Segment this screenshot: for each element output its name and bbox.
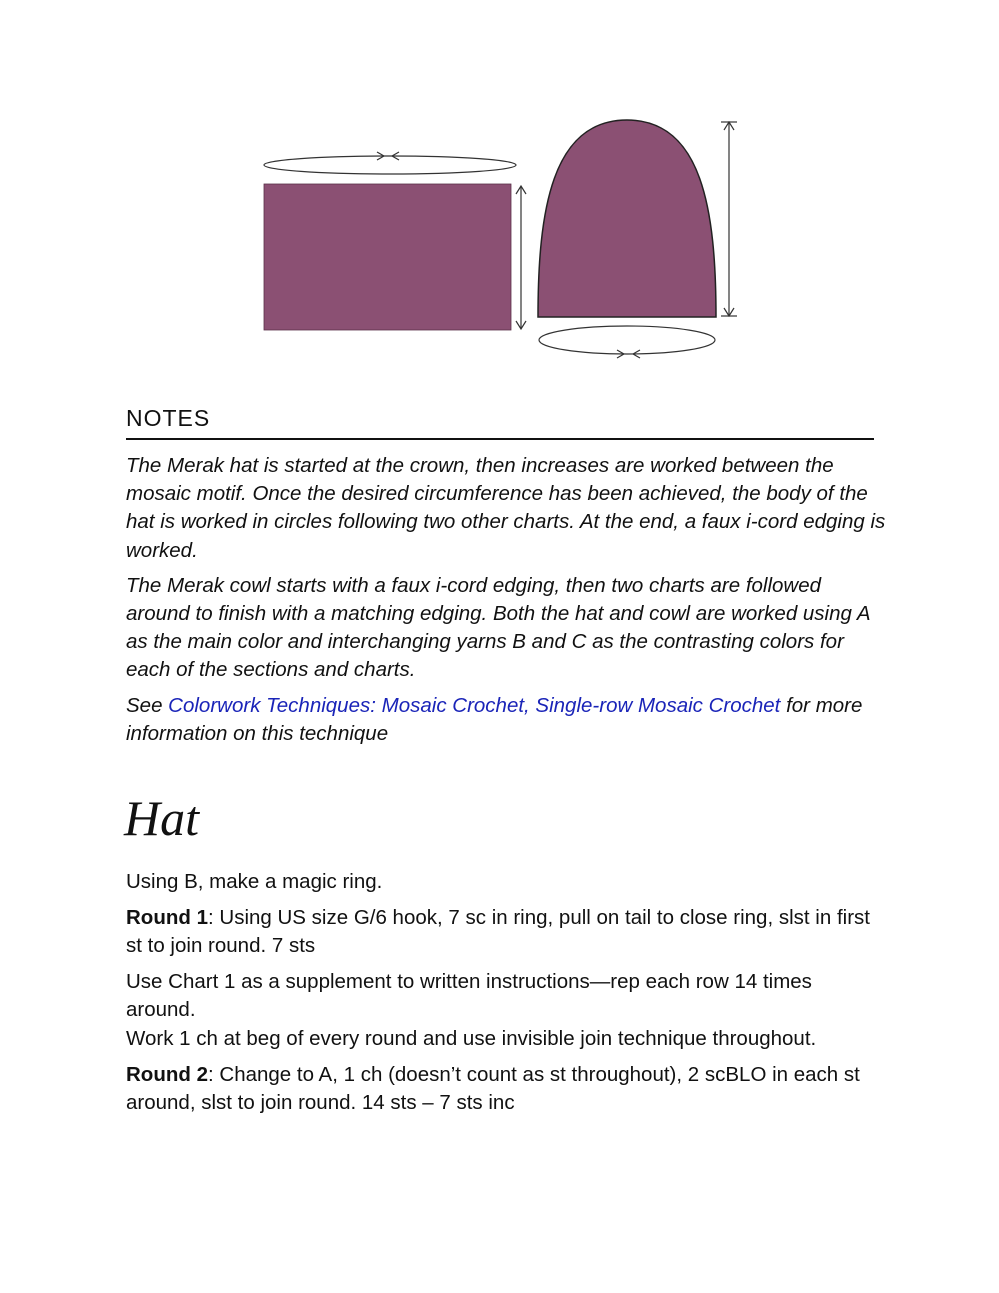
cowl-circumference-loop bbox=[264, 156, 516, 174]
hat-instructions bbox=[126, 868, 886, 1125]
notes-paragraph-cowl: The Merak cowl starts with a faux i-cord edging, then two charts are followed around to finish with a matching edging. Both the hat and cowl are worked using A as the main color and interchanging yarns B and C as the contrasting colors for each of the sections and charts. bbox=[126, 573, 870, 682]
round-2-label: Round 2 bbox=[126, 1062, 208, 1086]
cowl-schematic bbox=[264, 152, 526, 330]
colorwork-techniques-link[interactable]: Colorwork Techniques: Mosaic Crochet, Single-row Mosaic Crochet bbox=[168, 693, 781, 717]
hat-schematic bbox=[538, 120, 737, 358]
see-prefix: See bbox=[126, 693, 169, 717]
chart-note-line-2: Work 1 ch at beg of every round and use invisible join technique throughout. bbox=[126, 1026, 817, 1050]
hat-piece bbox=[538, 120, 716, 317]
notes-heading: NOTES bbox=[126, 405, 211, 431]
round-1-text: : Using US size G/6 hook, 7 sc in ring, pull on tail to close ring, slst in first st to join round. 7 sts bbox=[126, 905, 870, 958]
chart-note bbox=[126, 968, 886, 1054]
notes-see-also bbox=[126, 692, 886, 748]
see-suffix: for more information on this technique bbox=[126, 693, 863, 745]
hat-intro: Using B, make a magic ring. bbox=[126, 870, 383, 893]
notes-paragraph-hat: The Merak hat is started at the crown, then increases are worked between the mosaic motif. Once the desired circumference has been achieved, the body of the hat is worked in circles following two other charts. At the end, a faux i-cord edging is worked. bbox=[126, 454, 886, 562]
notes-section bbox=[126, 452, 886, 755]
round-2-text: : Change to A, 1 ch (doesn’t count as st throughout), 2 scBLO in each st around, slst to join round. 14 sts – 7 sts inc bbox=[126, 1062, 860, 1115]
schematic-diagram bbox=[0, 0, 999, 400]
chart-note-line-1: Use Chart 1 as a supplement to written instructions—rep each row 14 times around. bbox=[126, 969, 812, 1022]
round-2 bbox=[126, 1061, 886, 1118]
notes-divider bbox=[126, 438, 874, 440]
round-1 bbox=[126, 904, 886, 961]
hat-circumference-loop bbox=[539, 326, 715, 354]
cowl-piece bbox=[264, 184, 511, 330]
hat-section-title: Hat bbox=[124, 790, 199, 846]
round-1-label: Round 1 bbox=[126, 905, 208, 929]
